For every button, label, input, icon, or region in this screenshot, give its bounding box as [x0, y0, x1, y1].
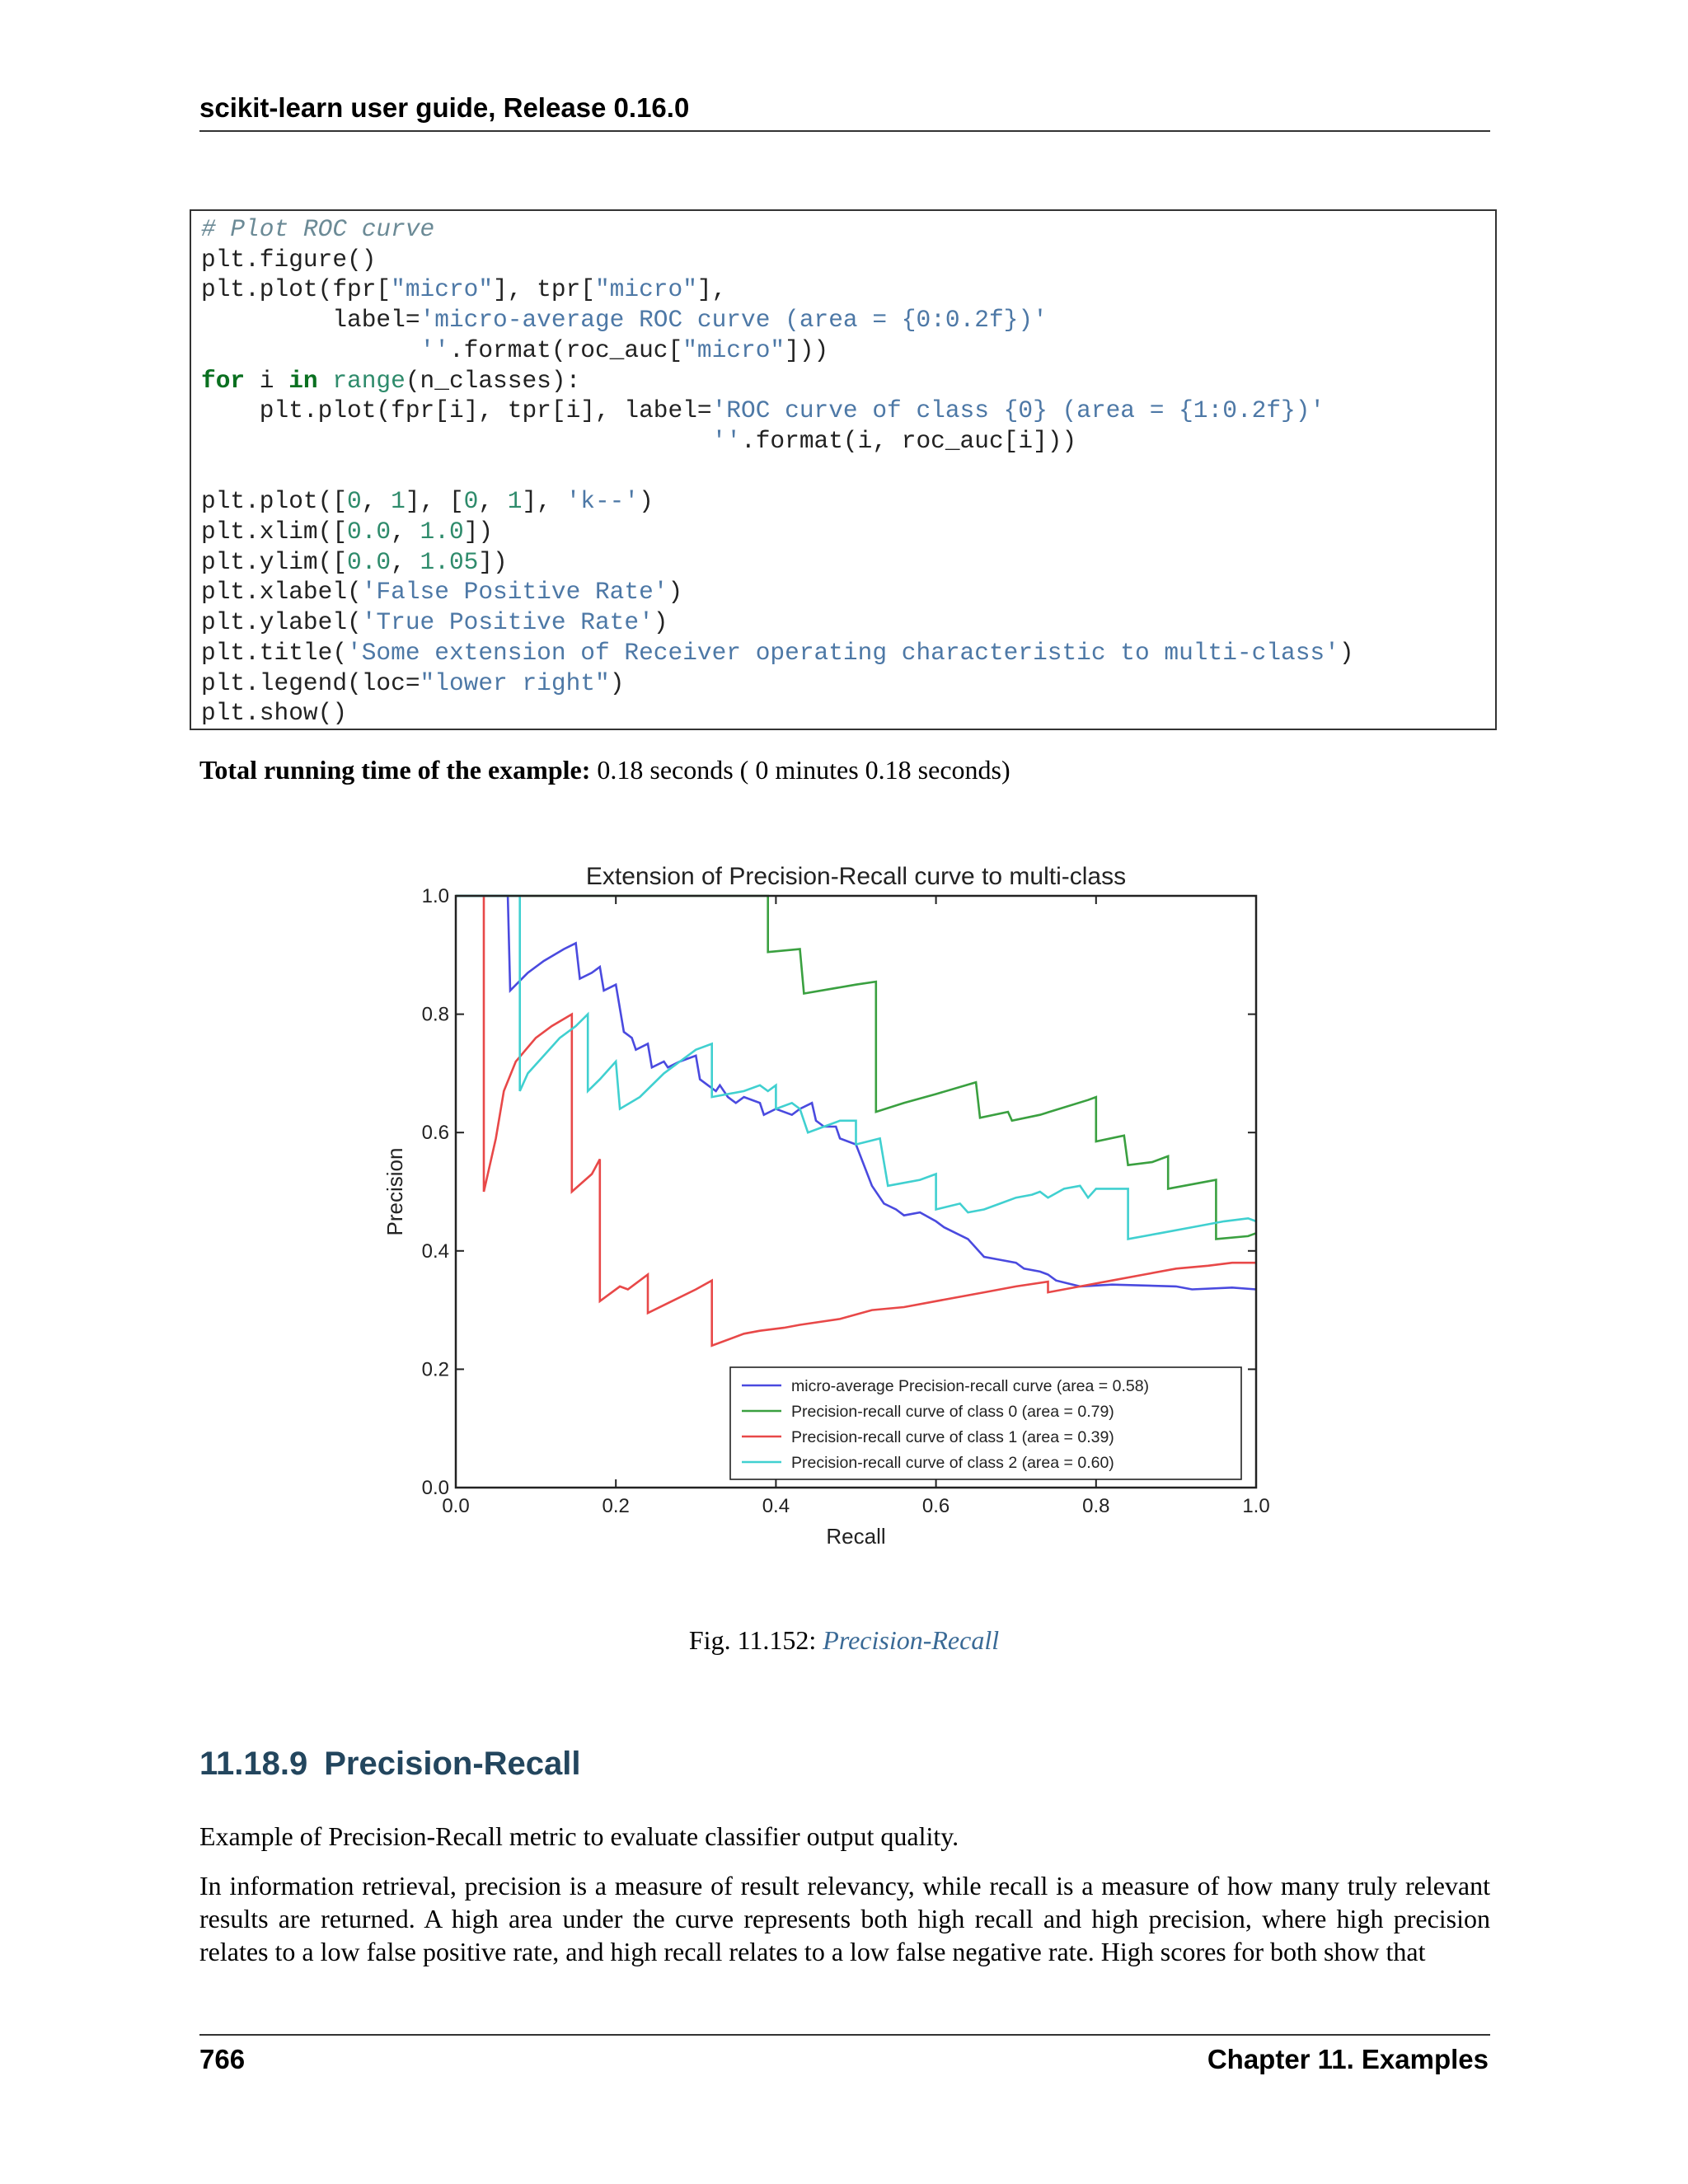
- code-token: ])): [785, 335, 829, 364]
- figure-caption: [0, 1625, 1688, 1656]
- code-token: plt.xlim([: [201, 518, 348, 546]
- code-token: 1.05: [420, 547, 479, 576]
- code-token: label=: [201, 306, 420, 335]
- code-token: '': [711, 426, 742, 455]
- code-token: ): [653, 608, 668, 637]
- code-token: "micro": [682, 335, 785, 364]
- code-token: 1.0: [420, 518, 464, 546]
- code-line: [201, 487, 654, 515]
- running-time-label: Total running time of the example:: [199, 755, 591, 785]
- code-token: [201, 427, 712, 455]
- code-token: 0: [347, 487, 362, 516]
- code-token: plt.plot([: [201, 487, 348, 516]
- code-token: plt.ylabel(: [201, 608, 362, 637]
- code-token: 'ROC curve of class {0} (area = {1:0.2f})': [711, 396, 1325, 425]
- section-heading: [199, 1746, 581, 1783]
- code-line: [201, 608, 668, 636]
- code-token: ],: [522, 487, 566, 516]
- code-token: 'Some extension of Receiver operating characteristic to multi-class': [347, 638, 1339, 667]
- code-token: ,: [391, 518, 420, 546]
- paragraph-explanation: In information retrieval, precision is a measure of result relevancy, while recall is a measure of how many truly relevant results are returned. A high area under the curve represents both high recall and high precision, where high precision relates to a low false positive rate, and high recall relates to a low false negative rate. High scores for both show that: [199, 1871, 1490, 1966]
- code-line: [201, 367, 580, 395]
- code-token: "lower right": [420, 668, 610, 697]
- code-token: '': [420, 335, 449, 364]
- code-token: 'micro-average ROC curve (area = {0:0.2f})': [420, 306, 1048, 335]
- code-line: [201, 215, 434, 243]
- code-token: ,: [361, 487, 392, 516]
- code-token: range: [332, 366, 406, 395]
- code-line: [201, 246, 376, 274]
- legend-label-3: Precision-recall curve of class 2 (area = 0.60): [791, 1454, 1114, 1472]
- code-token: ): [1339, 638, 1354, 667]
- y-tick-label: 1.0: [421, 885, 449, 907]
- header-divider: [199, 130, 1490, 132]
- y-tick-label: 0.4: [421, 1240, 449, 1263]
- x-tick-label: 0.0: [442, 1495, 470, 1517]
- section-title: Precision-Recall: [324, 1746, 581, 1782]
- precision-recall-chart: [363, 841, 1311, 1582]
- chart-title: Extension of Precision-Recall curve to multi-class: [585, 863, 1127, 890]
- code-token: plt.figure(): [201, 245, 377, 274]
- code-token: .format(roc_auc[: [448, 335, 683, 364]
- x-tick-label: 0.8: [1082, 1495, 1110, 1517]
- code-token: ): [609, 668, 625, 697]
- code-token: ,: [391, 547, 420, 576]
- x-tick-label: 0.6: [921, 1495, 950, 1517]
- legend-label-1: Precision-recall curve of class 0 (area = 0.79): [791, 1403, 1114, 1421]
- running-time: [199, 755, 1010, 785]
- code-line: [201, 548, 508, 576]
- code-token: [318, 367, 333, 395]
- code-token: 1: [391, 487, 406, 516]
- code-token: ): [639, 487, 654, 516]
- code-line: [201, 518, 493, 546]
- running-header: scikit-learn user guide, Release 0.16.0: [199, 92, 690, 123]
- figure-number: Fig. 11.152:: [688, 1625, 817, 1655]
- code-line: [201, 427, 1076, 455]
- code-token: ]): [463, 518, 494, 546]
- code-line: [201, 578, 682, 606]
- code-listing: [191, 211, 1495, 729]
- code-token: plt.show(): [201, 699, 348, 728]
- code-token: # Plot ROC curve: [201, 215, 435, 243]
- y-tick-label: 0.2: [421, 1358, 449, 1381]
- code-token: 'k--': [565, 487, 640, 516]
- legend-label-2: Precision-recall curve of class 1 (area = 0.39): [791, 1428, 1114, 1446]
- code-token: plt.title(: [201, 638, 348, 667]
- code-token: plt.legend(loc=: [201, 668, 420, 697]
- paragraph-intro: Example of Precision-Recall metric to evaluate classifier output quality.: [199, 1821, 959, 1851]
- code-line: [201, 336, 828, 364]
- x-tick-label: 1.0: [1242, 1495, 1270, 1517]
- code-token: plt.plot(fpr[i], tpr[i], label=: [201, 396, 712, 425]
- x-tick-label: 0.2: [602, 1495, 630, 1517]
- code-token: ): [668, 578, 683, 607]
- code-token: ], tpr[: [493, 275, 595, 304]
- code-token: i: [245, 366, 289, 395]
- code-token: for: [201, 366, 246, 395]
- code-line: [201, 699, 347, 727]
- code-token: 0.0: [347, 518, 392, 546]
- legend-label-0: micro-average Precision-recall curve (area = 0.58): [791, 1377, 1150, 1395]
- code-token: 0.0: [347, 547, 392, 576]
- chapter-title: Chapter 11. Examples: [1207, 2044, 1489, 2074]
- code-token: plt.ylim([: [201, 547, 348, 576]
- code-line: [201, 306, 1048, 334]
- figure-link[interactable]: Precision-Recall: [823, 1625, 1000, 1655]
- code-token: ]): [478, 547, 508, 576]
- code-token: [201, 336, 420, 364]
- code-token: in: [288, 366, 318, 395]
- code-token: 1: [507, 487, 523, 516]
- code-token: 0: [463, 487, 479, 516]
- code-line: [201, 639, 1354, 667]
- code-token: (n_classes):: [405, 366, 581, 395]
- y-axis-label: Precision: [382, 1147, 407, 1236]
- code-token: .format(i, roc_auc[i])): [741, 426, 1077, 455]
- code-line: [201, 275, 726, 303]
- y-tick-label: 0.8: [421, 1003, 449, 1026]
- y-tick-label: 0.6: [421, 1122, 449, 1145]
- code-token: ],: [696, 275, 727, 304]
- running-time-value: 0.18 seconds ( 0 minutes 0.18 seconds): [597, 755, 1010, 785]
- code-block: [190, 209, 1497, 730]
- x-axis-label: Recall: [826, 1524, 886, 1549]
- code-token: plt.plot(fpr[: [201, 275, 392, 304]
- code-line: [201, 396, 1325, 424]
- code-token: ,: [478, 487, 508, 516]
- code-line: [201, 669, 624, 697]
- footer-divider: [199, 2034, 1490, 2036]
- code-token: ], [: [405, 487, 464, 516]
- x-tick-label: 0.4: [762, 1495, 790, 1517]
- section-number: 11.18.9: [199, 1746, 308, 1782]
- code-token: 'False Positive Rate': [361, 578, 668, 607]
- code-token: "micro": [391, 275, 494, 304]
- code-token: plt.xlabel(: [201, 578, 362, 607]
- code-token: 'True Positive Rate': [361, 608, 654, 637]
- y-tick-label: 0.0: [421, 1477, 449, 1499]
- page-number: 766: [199, 2044, 246, 2074]
- code-token: "micro": [594, 275, 697, 304]
